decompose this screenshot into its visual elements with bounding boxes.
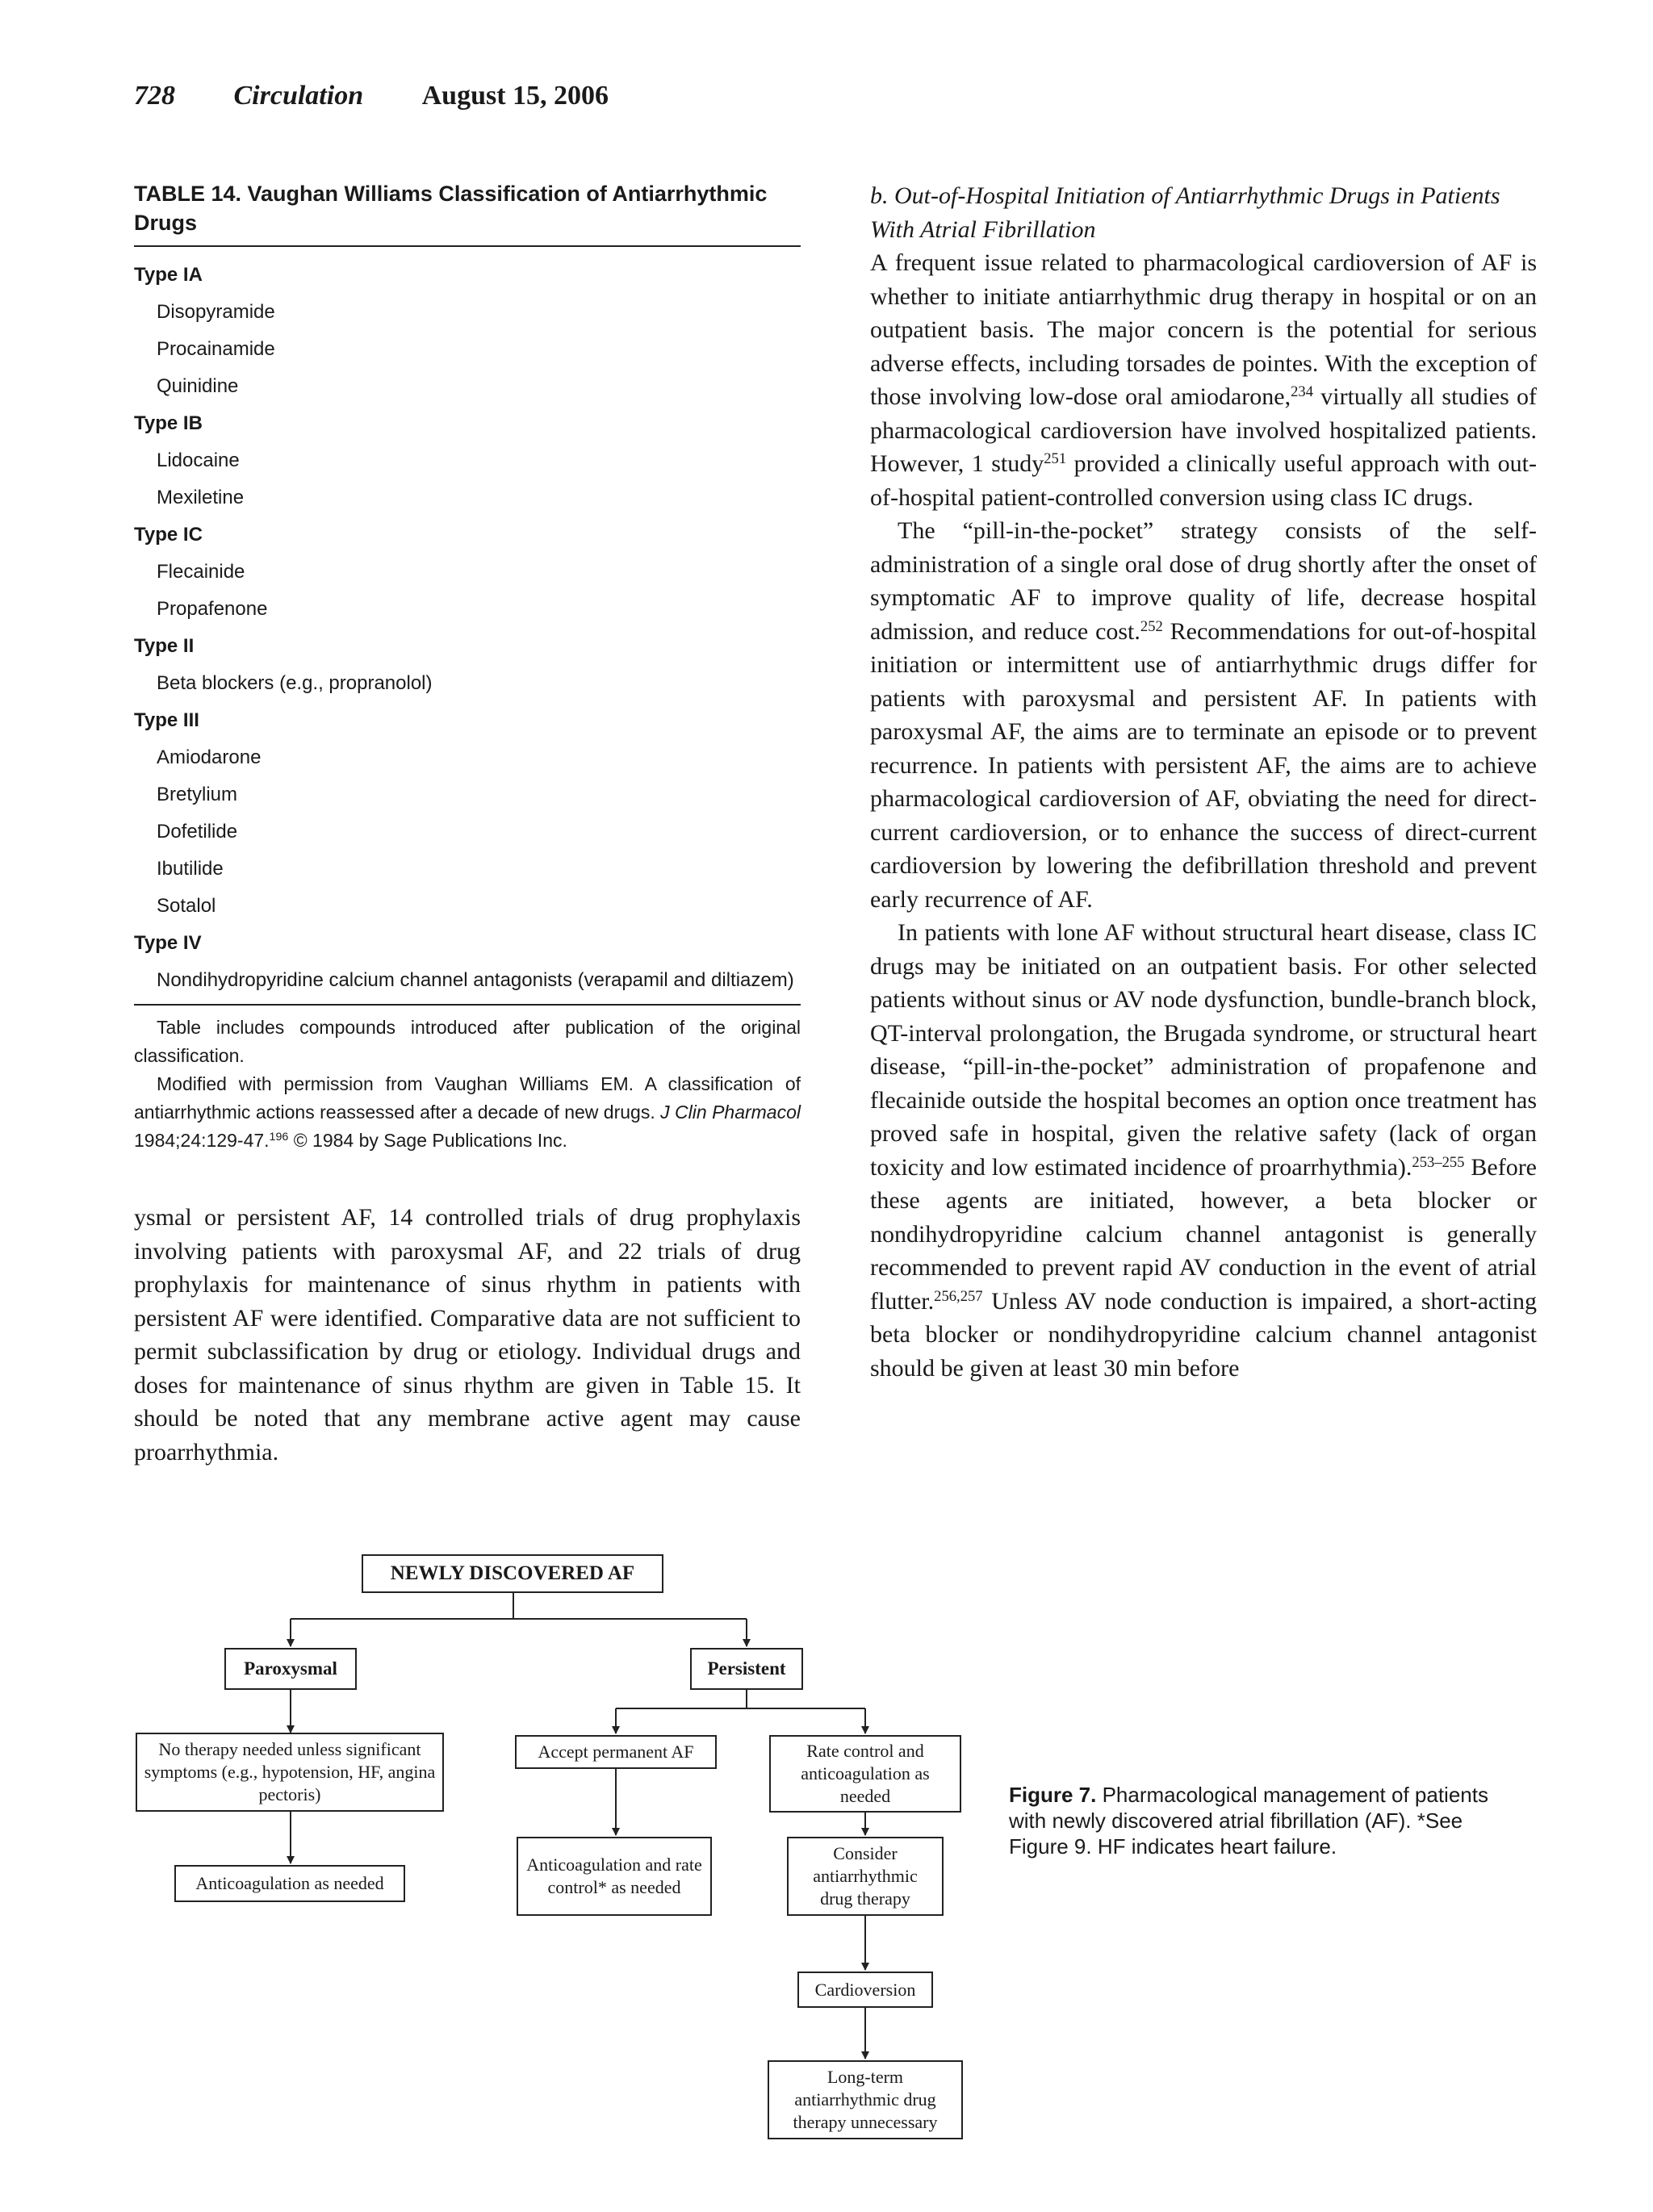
running-head — [134, 81, 660, 111]
table-drug: Ibutilide — [157, 858, 224, 880]
long-term-therapy-box: Long-term antiarrhythmic drug therapy unnecessary — [768, 2060, 963, 2139]
anticoagulation-as-needed-box: Anticoagulation as needed — [174, 1865, 405, 1902]
citation-ref: 253–255 — [1412, 1153, 1465, 1171]
text-run: A frequent issue related to pharmacological cardioversion of AF is whether to initiate antiarrhythmic drug therapy in hospital or on an outpatient basis. The major concern is the potential for serious adverse effects, including torsades de pointes. With the exception of those involving low-dose oral amiodarone, — [870, 249, 1537, 410]
table-drug: Nondihydropyridine calcium channel antagonists (verapamil and diltiazem) — [157, 969, 794, 991]
table-drug: Propafenone — [157, 598, 268, 620]
text-run: Recommendations for out-of-hospital initiation or intermittent use of antiarrhythmic drugs differ for patients with paroxysmal and persistent AF. In patients with paroxysmal AF, the aims are to terminate an episode or to prevent recurrence. In patients with persistent AF, the aims are to achieve pharmacological cardioversion of AF, obviating the need for direct-current cardioversion, or to enhance the success of direct-current cardioversion by lowering the defibrillation threshold and prevent early recurrence of AF. — [870, 617, 1537, 913]
text-run: The “pill-in-the-pocket” strategy consists of the self-administration of a single oral dose of drug shortly after the onset of symptomatic AF to improve quality of life, decrease hospital admission, and reduce cost. — [870, 517, 1537, 645]
table-body — [134, 257, 801, 999]
citation-ref: 251 — [1044, 450, 1067, 467]
persistent-box: Persistent — [690, 1648, 803, 1690]
section-heading: b. Out-of-Hospital Initiation of Antiarrhythmic Drugs in Patients With Atrial Fibrillation — [870, 182, 1500, 243]
footnote-citation: 1984;24:129-47. — [134, 1130, 270, 1151]
accept-permanent-af-box: Accept permanent AF — [515, 1735, 717, 1769]
journal-name: Circulation — [233, 81, 364, 111]
cardioversion-box: Cardioversion — [797, 1972, 933, 2008]
table-category: Type IA — [134, 264, 203, 286]
table-footnote-1: Table includes compounds introduced after publication of the original classification. — [134, 1017, 801, 1066]
footnote-copyright: © 1984 by Sage Publications Inc. — [293, 1130, 567, 1151]
left-column-text — [134, 1201, 801, 1469]
paragraph-3 — [870, 916, 1537, 1385]
text-run: In patients with lone AF without structural heart disease, class IC drugs may be initiated on an outpatient basis. For other selected patients without sinus or AV node dysfunction, bundle-branch block, QT-interval prolongation, the Brugada syndrome, or structural heart disease, “pill-in-the-pocket” administration of propafenone and flecainide outside the hospital becomes an option once treatment has proved safe in hospital, given the relative safety (lack of organ toxicity and low estimated incidence of proarrhythmia). — [870, 919, 1537, 1181]
no-therapy-box: No therapy needed unless significant symptoms (e.g., hypotension, HF, angina pectoris) — [136, 1733, 444, 1812]
issue-date: August 15, 2006 — [421, 81, 609, 111]
table-category: Type IB — [134, 412, 203, 434]
table-drug: Quinidine — [157, 375, 239, 397]
paroxysmal-box: Paroxysmal — [224, 1648, 357, 1690]
table-drug: Dofetilide — [157, 821, 238, 843]
table-title: TABLE 14. Vaughan Williams Classification of Antiarrhythmic Drugs — [134, 179, 801, 247]
rate-control-box: Rate control and anticoagulation as needed — [769, 1735, 961, 1813]
text-run: Before these agents are initiated, however, a beta blocker or nondihydropyridine calcium channel antagonist is generally recommended to prevent rapid AV conduction in the event of atrial flutter. — [870, 1153, 1537, 1315]
table-drug: Disopyramide — [157, 301, 275, 323]
citation-ref: 252 — [1140, 617, 1163, 635]
table-drug: Beta blockers (e.g., propranolol) — [157, 672, 433, 694]
footnote-journal: J Clin Pharmacol — [660, 1102, 801, 1123]
citation-ref: 234 — [1291, 383, 1313, 400]
newly-discovered-af-box: NEWLY DISCOVERED AF — [362, 1554, 663, 1593]
text-run: provided a clinically useful approach with out-of-hospital patient-controlled conversion using class IC drugs. — [870, 450, 1537, 511]
table-drug: Sotalol — [157, 895, 216, 917]
table-footnotes — [134, 1004, 801, 1155]
paragraph-2 — [870, 514, 1537, 916]
table-drug: Flecainide — [157, 561, 245, 583]
text-run: Unless AV node conduction is impaired, a short-acting beta blocker or nondihydropyridine calcium channel antagonist should be given at least 30 min before — [870, 1287, 1537, 1382]
table-14 — [134, 179, 801, 1155]
table-footnote-2 — [134, 1070, 801, 1155]
page-number: 728 — [134, 81, 175, 111]
footnote-ref: 196 — [269, 1131, 289, 1144]
table-drug: Bretylium — [157, 784, 238, 805]
figure-caption — [1009, 1782, 1493, 1859]
figure-label: Figure 7. — [1009, 1783, 1097, 1807]
anticoagulation-rate-control-box: Anticoagulation and rate control* as needed — [517, 1837, 712, 1916]
table-drug: Lidocaine — [157, 450, 240, 471]
right-column — [870, 179, 1537, 1385]
table-drug: Procainamide — [157, 338, 275, 360]
table-category: Type IC — [134, 524, 203, 546]
paragraph: ysmal or persistent AF, 14 controlled trials of drug prophylaxis involving patients with paroxysmal AF, and 22 trials of drug prophylaxis for maintenance of sinus rhythm in patients with persistent AF were identified. Comparative data are not sufficient to permit subclassification by drug or etiology. Individual drugs and doses for maintenance of sinus rhythm are given in Table 15. It should be noted that any membrane active agent may cause proarrhythmia. — [134, 1204, 801, 1466]
table-category: Type III — [134, 709, 199, 731]
paragraph-1 — [870, 246, 1537, 514]
table-category: Type II — [134, 635, 195, 657]
footnote-text: Modified with permission from Vaughan Williams EM. A classification of antiarrhythmic actions reassessed after a decade of new drugs. — [134, 1073, 801, 1123]
caption-text: Pharmacological management of patients with newly discovered atrial fibrillation (AF). *See Figure 9. HF indicates heart failure. — [1009, 1783, 1488, 1859]
table-drug: Mexiletine — [157, 487, 245, 508]
text-run: virtually all studies of pharmacological cardioversion have involved hospitalized patients. However, 1 study — [870, 383, 1537, 477]
consider-antiarrhythmic-box: Consider antiarrhythmic drug therapy — [787, 1837, 944, 1916]
table-drug: Amiodarone — [157, 746, 262, 768]
citation-ref: 256,257 — [934, 1287, 983, 1305]
table-category: Type IV — [134, 932, 202, 954]
